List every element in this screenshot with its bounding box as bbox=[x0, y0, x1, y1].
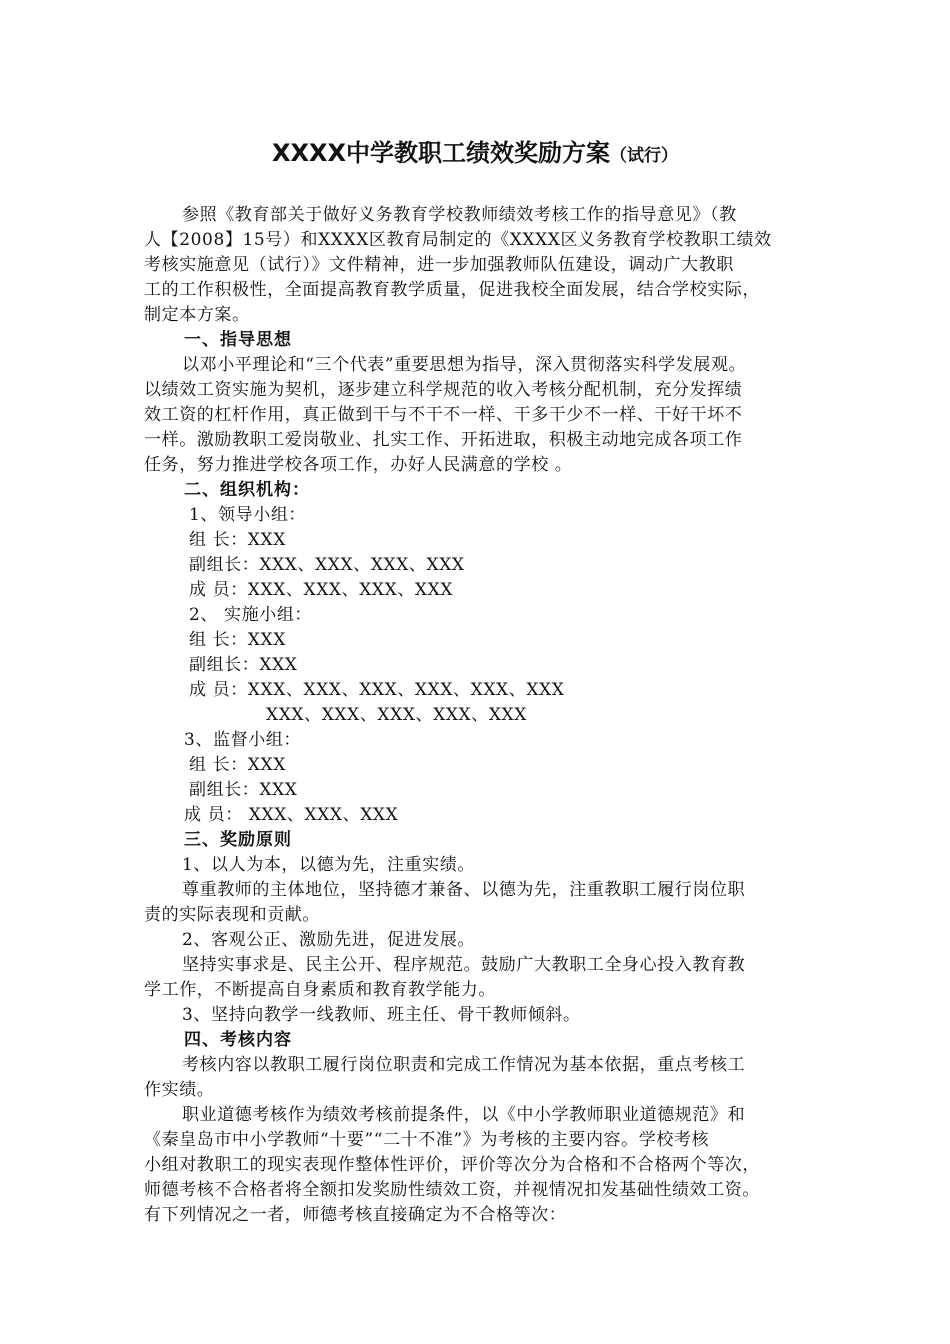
member-line: 成 员： XXX、XXX、XXX bbox=[184, 805, 399, 825]
paragraph-line: 师德考核不合格者将全额扣发奖励性绩效工资，并视情况扣发基础性绩效工资。 bbox=[144, 1180, 760, 1200]
paragraph-line: 任务，努力推进学校各项工作，办好人民满意的学校 。 bbox=[144, 455, 573, 475]
list-line: 2、 实施小组： bbox=[189, 605, 313, 625]
paragraph-line: 小组对教职工的现实表现作整体性评价，评价等次分为合格和不合格两个等次， bbox=[144, 1155, 760, 1175]
member-line: 组 长：XXX bbox=[189, 630, 286, 650]
list-line: 1、领导小组： bbox=[189, 505, 307, 525]
member-line: 组 长：XXX bbox=[189, 530, 286, 550]
title-suffix: （试行） bbox=[610, 146, 678, 166]
paragraph-line: 参照《教育部关于做好义务教育学校教师绩效考核工作的指导意见》（教 bbox=[182, 205, 737, 225]
paragraph-line: 坚持实事求是、民主公开、程序规范。鼓励广大教职工全身心投入教育教 bbox=[182, 955, 746, 975]
member-line: 成 员：XXX、XXX、XXX、XXX bbox=[189, 580, 454, 600]
paragraph-line: 工的工作积极性，全面提高教育教学质量，促进我校全面发展，结合学校实际， bbox=[144, 280, 760, 300]
paragraph-line: 职业道德考核作为绩效考核前提条件，以《中小学教师职业道德规范》和 bbox=[182, 1105, 746, 1125]
member-line: 副组长：XXX bbox=[189, 780, 298, 800]
paragraph-line: 1、以人为本，以德为先，注重实绩。 bbox=[182, 855, 476, 875]
paragraph-line: 作实绩。 bbox=[144, 1080, 215, 1100]
paragraph-line: 责的实际表现和贡献。 bbox=[144, 905, 320, 925]
paragraph-line: 制定本方案。 bbox=[144, 305, 250, 325]
paragraph-line: 考核实施意见（试行）》文件精神，进一步加强教师队伍建设，调动广大教职 bbox=[144, 255, 734, 275]
title-main: XXXX中学教职工绩效奖励方案 bbox=[271, 139, 610, 167]
paragraph-line: 有下列情况之一者，师德考核直接确定为不合格等次： bbox=[144, 1205, 567, 1225]
paragraph-line: 尊重教师的主体地位，坚持德才兼备、以德为先，注重教职工履行岗位职 bbox=[182, 880, 746, 900]
member-line: 副组长：XXX、XXX、XXX、XXX bbox=[189, 555, 465, 575]
section-heading: 四、考核内容 bbox=[184, 1030, 292, 1050]
paragraph-line: 考核内容以教职工履行岗位职责和完成工作情况为基本依据，重点考核工 bbox=[182, 1055, 746, 1075]
paragraph-line: 3、坚持向教学一线教师、班主任、骨干教师倾斜。 bbox=[182, 1005, 581, 1025]
list-line: 3、监督小组： bbox=[184, 730, 302, 750]
section-heading: 一、指导思想 bbox=[184, 330, 292, 350]
document-title bbox=[0, 137, 950, 172]
paragraph-line: 学工作，不断提高自身素质和教育教学能力。 bbox=[144, 980, 496, 1000]
paragraph-line: 效工资的杠杆作用，真正做到干与不干不一样、干多干少不一样、干好干坏不 bbox=[144, 405, 743, 425]
section-heading: 三、奖励原则 bbox=[184, 830, 292, 850]
paragraph-line: 以邓小平理论和“三个代表”重要思想为指导，深入贯彻落实科学发展观。 bbox=[182, 355, 747, 375]
paragraph-line: 人【2008】15号）和XXXX区教育局制定的《XXXX区义务教育学校教职工绩效 bbox=[144, 230, 772, 250]
paragraph-line: 一样。激励教职工爱岗敬业、扎实工作、开拓进取，积极主动地完成各项工作 bbox=[144, 430, 743, 450]
paragraph-line: 以绩效工资实施为契机，逐步建立科学规范的收入考核分配机制，充分发挥绩 bbox=[144, 380, 743, 400]
paragraph-line: 《秦皇岛市中小学教师“十要”“二十不准”》为考核的主要内容。学校考核 bbox=[144, 1130, 710, 1150]
member-line: XXX、XXX、XXX、XXX、XXX bbox=[266, 705, 527, 725]
member-line: 副组长：XXX bbox=[189, 655, 298, 675]
member-line: 组 长：XXX bbox=[189, 755, 286, 775]
paragraph-line: 2、客观公正、激励先进，促进发展。 bbox=[182, 930, 476, 950]
member-line: 成 员：XXX、XXX、XXX、XXX、XXX、XXX bbox=[189, 680, 565, 700]
section-heading: 二、组织机构： bbox=[184, 480, 310, 500]
